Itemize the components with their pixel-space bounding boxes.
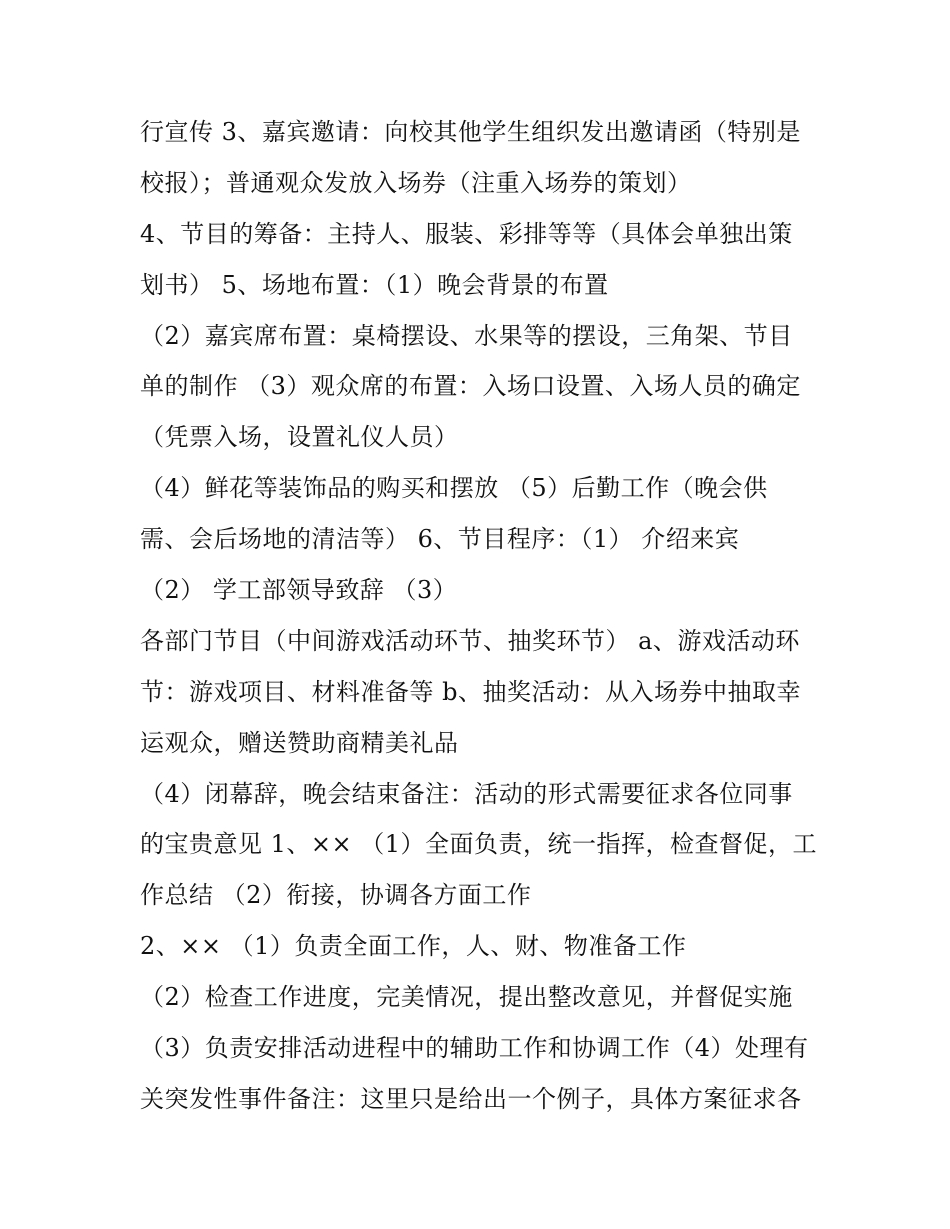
text-line-11: 各部门节目（中间游戏活动环节、抽奖环节） a、游戏活动环 bbox=[140, 626, 800, 655]
text-line-15: 的宝贵意见 1、×× （1）全面负责，统一指挥，检查督促，工 bbox=[140, 830, 818, 859]
text-line-12: 节：游戏项目、材料准备等 b、抽奖活动：从入场券中抽取幸 bbox=[140, 677, 801, 706]
text-line-10: （2） 学工部领导致辞 （3） bbox=[140, 576, 458, 605]
text-line-7: （凭票入场，设置礼仪人员） bbox=[140, 423, 459, 452]
text-line-14: （4）闭幕辞，晚会结束备注：活动的形式需要征求各位同事 bbox=[140, 779, 793, 808]
text-line-16: 作总结 （2）衔接，协调各方面工作 bbox=[140, 881, 532, 910]
text-line-5: （2）嘉宾席布置：桌椅摆设、水果等的摆设，三角架、节目 bbox=[140, 321, 793, 350]
text-line-19: （3）负责安排活动进程中的辅助工作和协调工作（4）处理有 bbox=[140, 1034, 809, 1063]
body-text bbox=[140, 107, 840, 1125]
text-line-2: 校报）；普通观众发放入场券（注重入场券的策划） bbox=[140, 168, 692, 197]
text-line-9: 需、会后场地的清洁等） 6、节目程序：（1） 介绍来宾 bbox=[140, 525, 740, 554]
text-line-13: 运观众，赠送赞助商精美礼品 bbox=[140, 728, 459, 757]
text-line-20: 关突发性事件备注：这里只是给出一个例子，具体方案征求各 bbox=[140, 1084, 802, 1113]
text-line-1: 行宣传 3、嘉宾邀请：向校其他学生组织发出邀请函（特别是 bbox=[140, 118, 801, 146]
text-line-3: 4、节目的筹备：主持人、服装、彩排等等（具体会单独出策 bbox=[140, 219, 793, 248]
text-line-6: 单的制作 （3）观众席的布置：入场口设置、入场人员的确定 bbox=[140, 372, 801, 401]
text-line-18: （2）检查工作进度，完美情况，提出整改意见，并督促实施 bbox=[140, 983, 793, 1012]
text-line-17: 2、×× （1）负责全面工作，人、财、物准备工作 bbox=[140, 932, 687, 961]
text-line-8: （4）鲜花等装饰品的购买和摆放 （5）后勤工作（晚会供 bbox=[140, 474, 768, 503]
text-line-4: 划书） 5、场地布置：（1）晚会背景的布置 bbox=[140, 270, 609, 299]
